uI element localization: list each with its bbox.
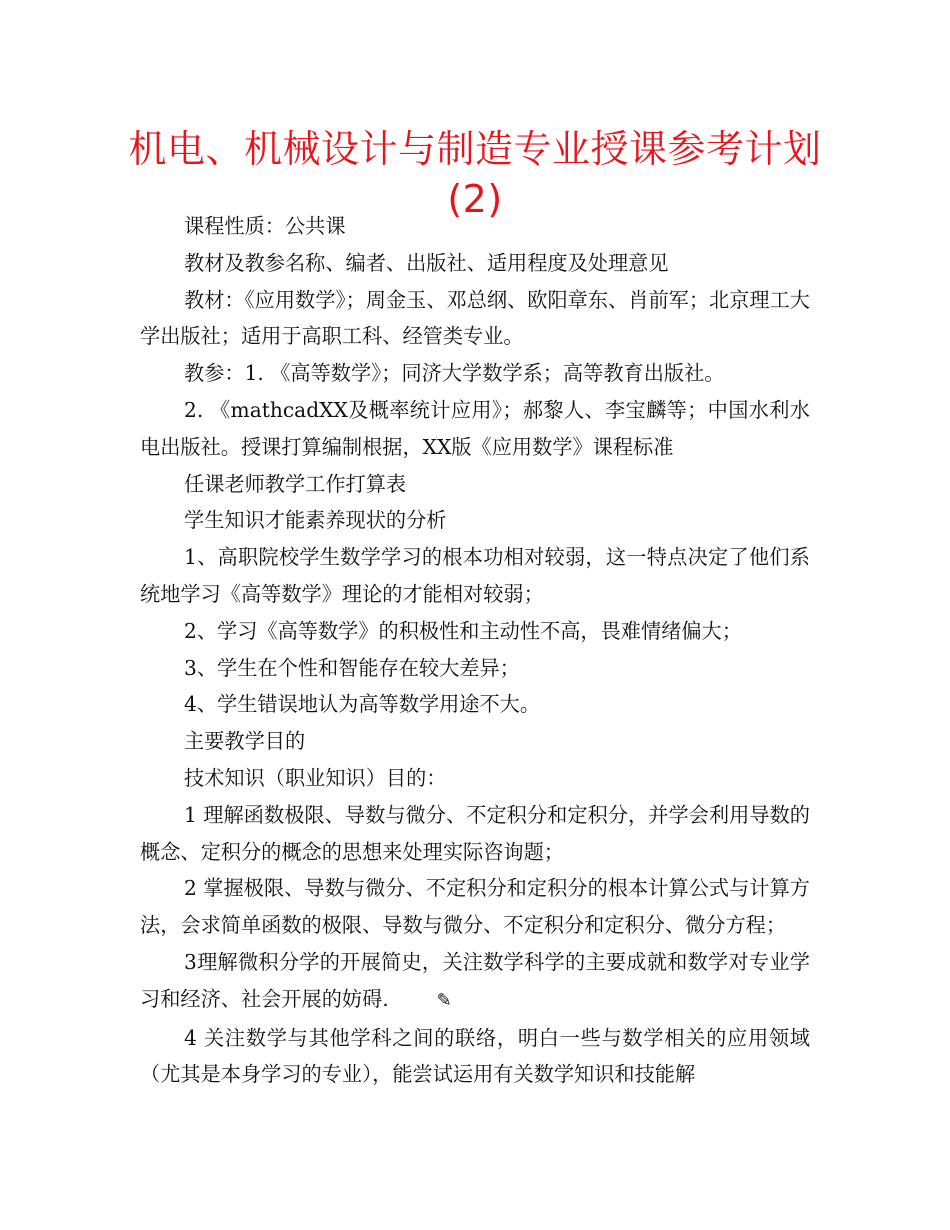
course-nature: 课程性质：公共课 xyxy=(184,214,346,238)
goal-item-1: 1 理解函数极限、导数与微分、不定积分和定积分，并学会利用导数的概念、定积分的概念的思想来处理实际咨询题； xyxy=(140,802,810,864)
document-title: 机电、机械设计与制造专业授课参考计划 xyxy=(128,127,822,171)
textbook-info: 教材：《应用数学》；周金玉、邓总纲、欧阳章东、肖前军；北京理工大学出版社；适用于高职工科、经管类专业。 xyxy=(140,287,810,349)
goal-item-3 xyxy=(140,944,810,1020)
textbook-heading: 教材及教参名称、编者、出版社、适用程度及处理意见 xyxy=(184,250,669,275)
goal-item-2: 2 掌握极限、导数与微分、不定积分和定积分的根本计算公式与计算方法，会求简单函数的极限、导数与微分、不定积分和定积分、微分方程； xyxy=(140,876,810,938)
teaching-goals-heading: 主要教学目的 xyxy=(184,729,306,754)
document-body xyxy=(140,208,810,1093)
student-analysis-heading: 学生知识才能素养现状的分析 xyxy=(184,508,447,533)
teacher-plan-heading: 任课老师教学工作打算表 xyxy=(184,471,407,496)
document-title-continued: (2) xyxy=(447,177,503,221)
knowledge-goals-heading: 技术知识（职业知识）目的： xyxy=(184,765,447,790)
analysis-item-4: 4、学生错误地认为高等数学用途不大。 xyxy=(184,692,541,717)
goal-item-3-text: 3理解微积分学的开展简史，关注数学科学的主要成就和数学对专业学习和经济、社会开展的妨碍. xyxy=(140,949,810,1011)
analysis-item-3: 3、学生在个性和智能存在较大差异； xyxy=(184,655,520,680)
decorative-ornament-icon: ✎ xyxy=(436,989,452,1011)
analysis-item-2: 2、学习《高等数学》的积极性和主动性不高，畏难情绪偏大； xyxy=(184,618,742,643)
goal-item-4: 4 关注数学与其他学科之间的联络，明白一些与数学相关的应用领域（尤其是本身学习的专业），能尝试运用有关数学知识和技能解 xyxy=(140,1025,810,1087)
reference-book-2: 2. 《mathcadXX及概率统计应用》；郝黎人、李宝麟等；中国水利水电出版社。授课打算编制根据，XX版《应用数学》课程标准 xyxy=(140,397,810,459)
reference-book-1: 教参：1. 《高等数学》；同济大学数学系；高等教育出版社。 xyxy=(184,361,725,386)
analysis-item-1: 1、高职院校学生数学学习的根本功相对较弱，这一特点决定了他们系统地学习《高等数学》理论的才能相对较弱； xyxy=(140,545,810,606)
